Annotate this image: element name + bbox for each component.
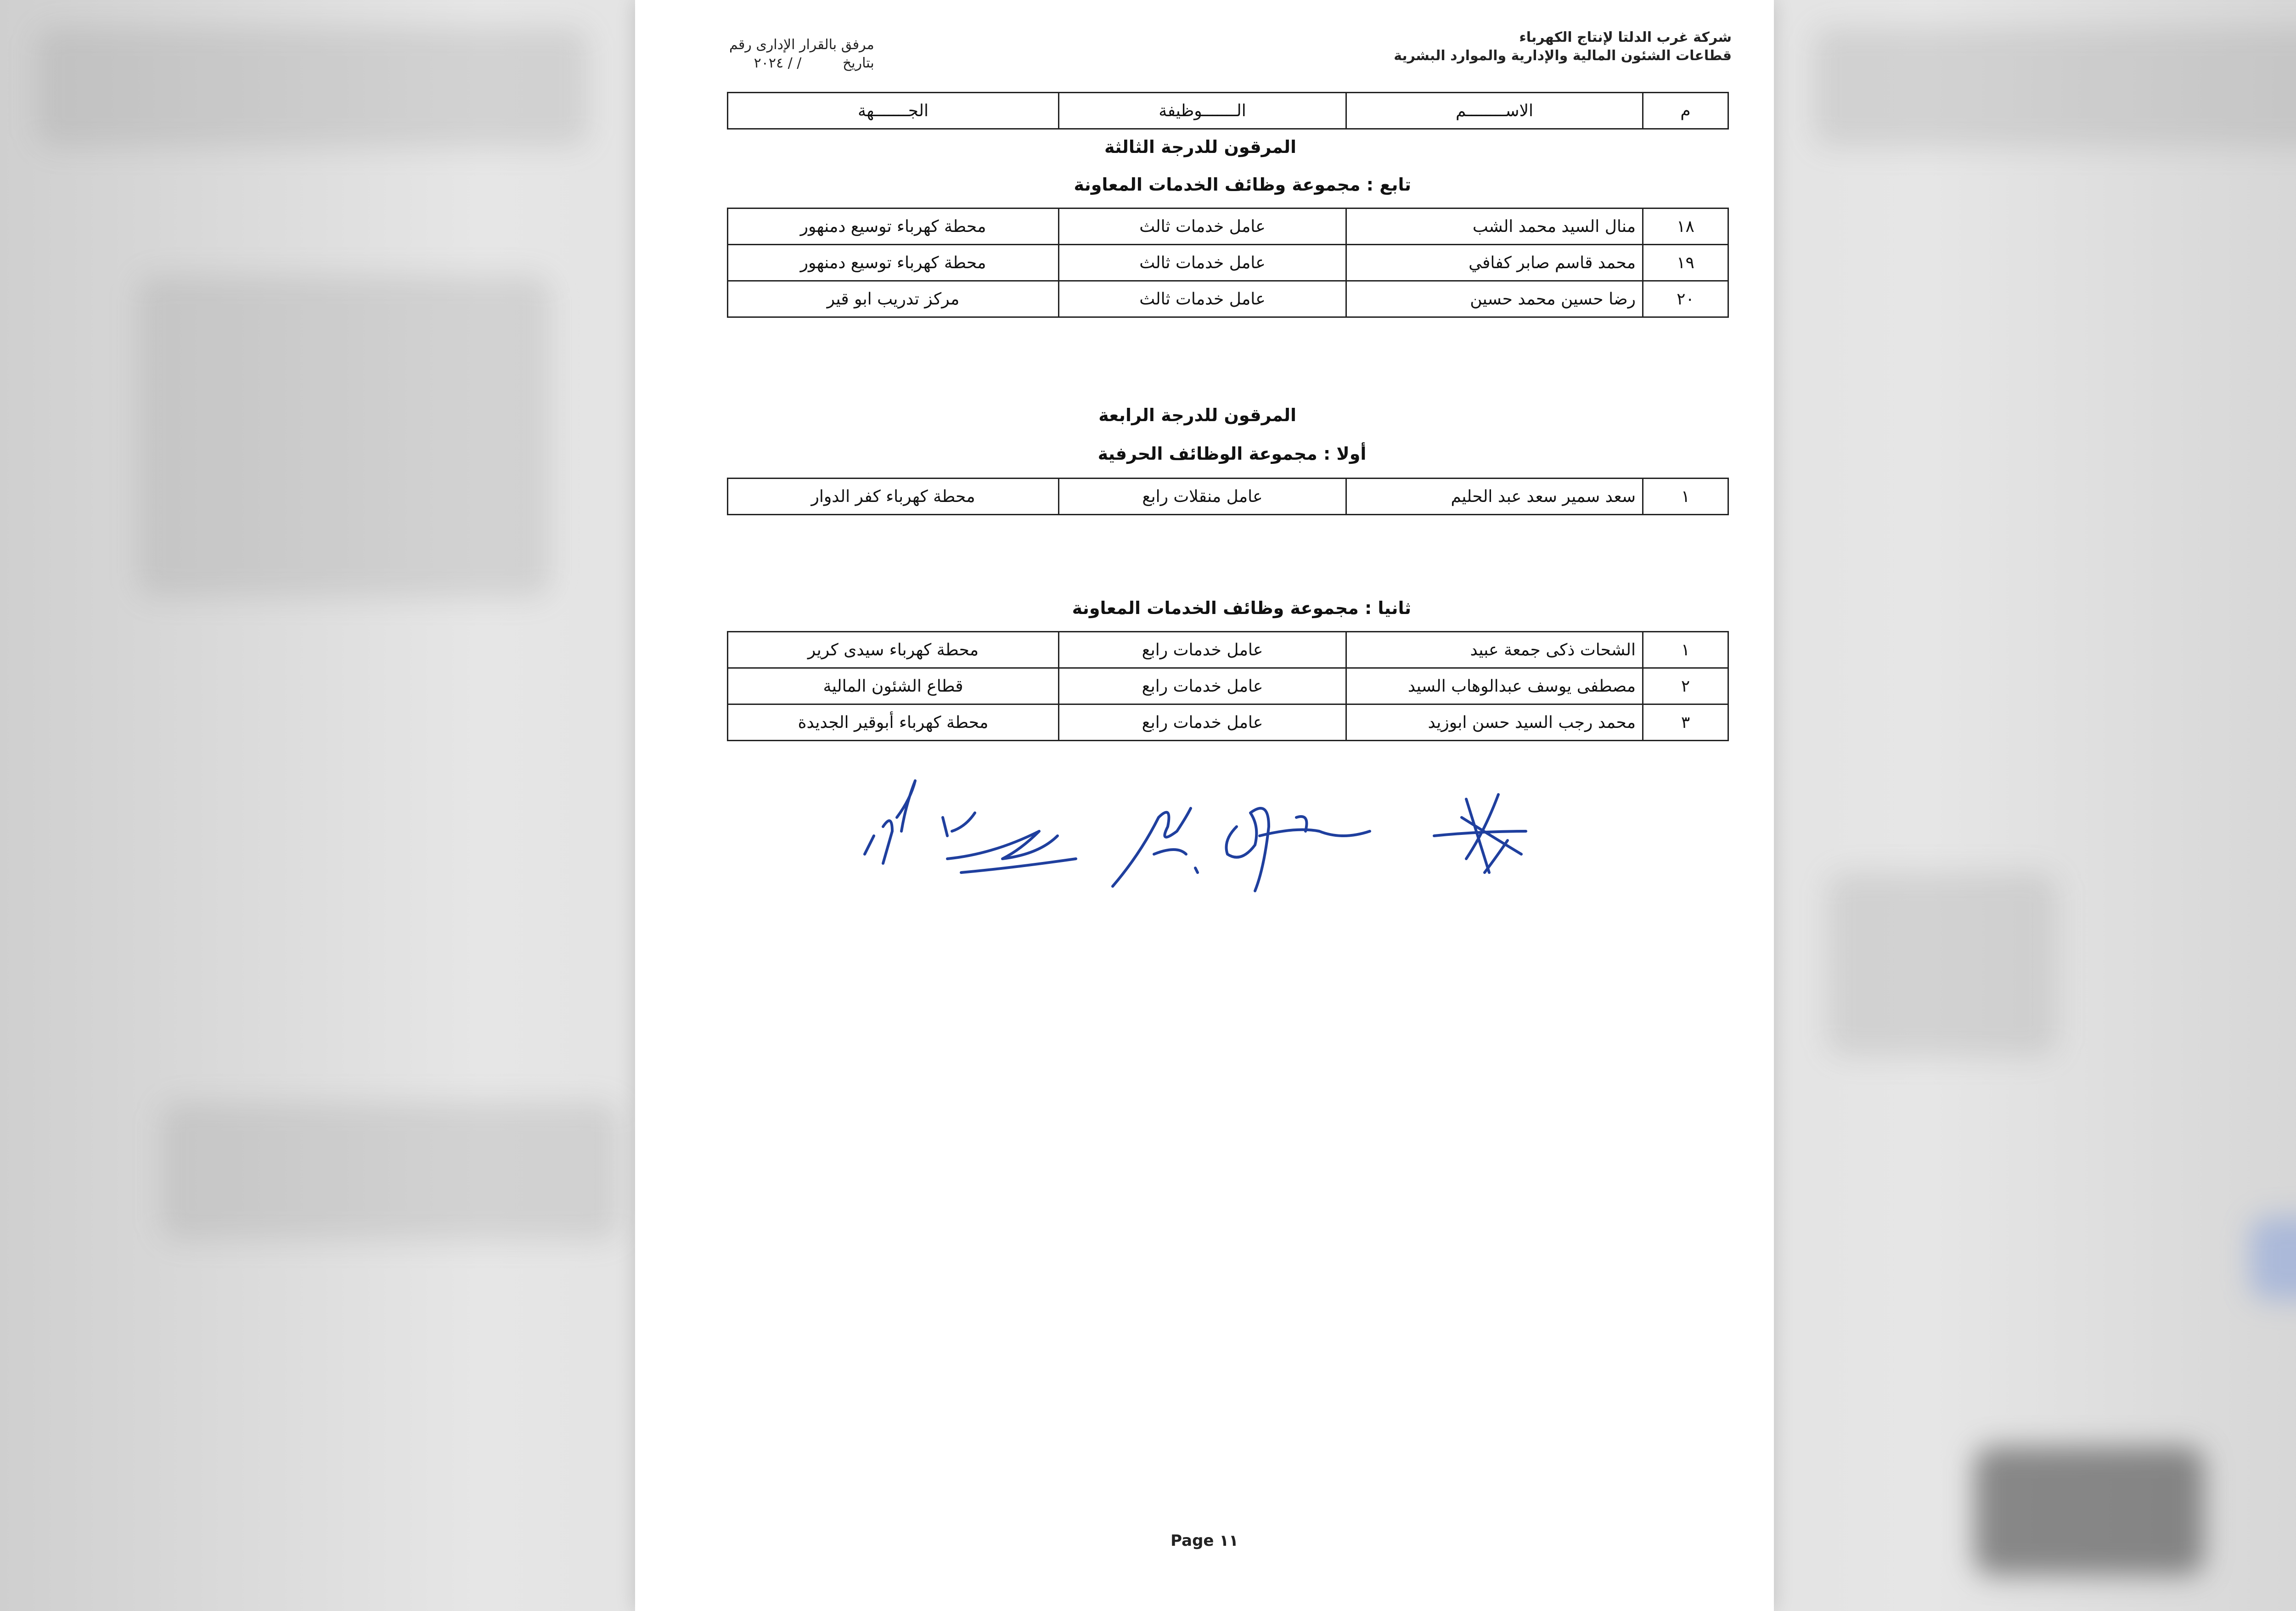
employee-name: الشحات ذكى جمعة عبيد [1346,632,1643,668]
column-header-table [727,92,1729,130]
blurred-shape [1828,873,2057,1056]
blurred-shape [1814,28,2296,147]
col-num-header: م [1643,93,1728,129]
blurred-shape [37,28,588,147]
company-name: شركة غرب الدلتا لإنتاج الكهرباء [1519,29,1732,45]
employee-name: محمد قاسم صابر كفافي [1346,245,1643,281]
table-row [728,479,1728,515]
blurred-shape [138,276,551,597]
employee-name: سعد سمير سعد عبد الحليم [1346,479,1643,515]
grade-four-crafts-table [727,478,1729,515]
row-number: ١٩ [1643,245,1728,281]
col-dept-header: الجـــــــهة [728,93,1059,129]
table-row [728,704,1728,741]
department: قطاع الشئون المالية [728,668,1059,704]
section-heading: المرقون للدرجة الرابعة [1098,405,1296,425]
decision-reference [729,36,874,73]
blurred-shape [161,1102,620,1240]
signature-stroke [865,781,915,863]
date-label: بتاريخ [842,55,874,71]
table-row [728,668,1728,704]
document-page [635,0,1774,1611]
grade-four-services-table [727,631,1729,741]
signature-stroke [1113,808,1191,886]
department: مركز تدريب ابو قير [728,281,1059,317]
employee-name: منال السيد محمد الشب [1346,208,1643,245]
col-name-header: الاســــــــم [1346,93,1643,129]
table-row [728,208,1728,245]
signature-stroke [1195,868,1198,873]
row-number: ١ [1643,479,1728,515]
employee-name: رضا حسين محمد حسين [1346,281,1643,317]
signature-stroke [943,813,1076,873]
employee-name: محمد رجب السيد حسن ابوزيد [1346,704,1643,741]
job-title: عامل خدمات ثالث [1059,281,1346,317]
job-title: عامل خدمات رابع [1059,704,1346,741]
date-value: / / ٢٠٢٤ [754,55,802,71]
blurred-shape [1975,1447,2204,1575]
date-line [729,54,874,73]
department: محطة كهرباء توسيع دمنهور [728,208,1059,245]
section-subheading: ثانيا : مجموعة وظائف الخدمات المعاونة [1072,598,1411,618]
signature-stroke [1434,794,1526,873]
department: محطة كهرباء سيدى كرير [728,632,1059,668]
department: محطة كهرباء أبوقير الجديدة [728,704,1059,741]
table-row [728,632,1728,668]
table-row [728,281,1728,317]
row-number: ١٨ [1643,208,1728,245]
row-number: ٢٠ [1643,281,1728,317]
sector-name: قطاعات الشئون المالية والإدارية والموارد البشرية [1394,48,1732,64]
job-title: عامل منقلات رابع [1059,479,1346,515]
job-title: عامل خدمات ثالث [1059,208,1346,245]
header-row [728,93,1728,129]
row-number: ٣ [1643,704,1728,741]
section-subheading: أولا : مجموعة الوظائف الحرفية [1097,444,1367,464]
job-title: عامل خدمات ثالث [1059,245,1346,281]
row-number: ٢ [1643,668,1728,704]
attachment-label: مرفق بالقرار الإدارى رقم [729,37,874,53]
blurred-shape [2250,1217,2296,1300]
signatures [855,762,1710,914]
section-subheading: تابع : مجموعة وظائف الخدمات المعاونة [1074,175,1411,195]
signature-stroke [1227,808,1370,891]
department: محطة كهرباء كفر الدوار [728,479,1059,515]
job-title: عامل خدمات رابع [1059,632,1346,668]
table-row [728,245,1728,281]
job-title: عامل خدمات رابع [1059,668,1346,704]
row-number: ١ [1643,632,1728,668]
grade-three-table [727,208,1729,318]
employee-name: مصطفى يوسف عبدالوهاب السيد [1346,668,1643,704]
page-number: Page ١١ [1171,1532,1238,1550]
department: محطة كهرباء توسيع دمنهور [728,245,1059,281]
section-heading: المرقون للدرجة الثالثة [1104,137,1296,157]
company-header [1394,28,1732,65]
col-job-header: الـــــــوظيفة [1059,93,1346,129]
